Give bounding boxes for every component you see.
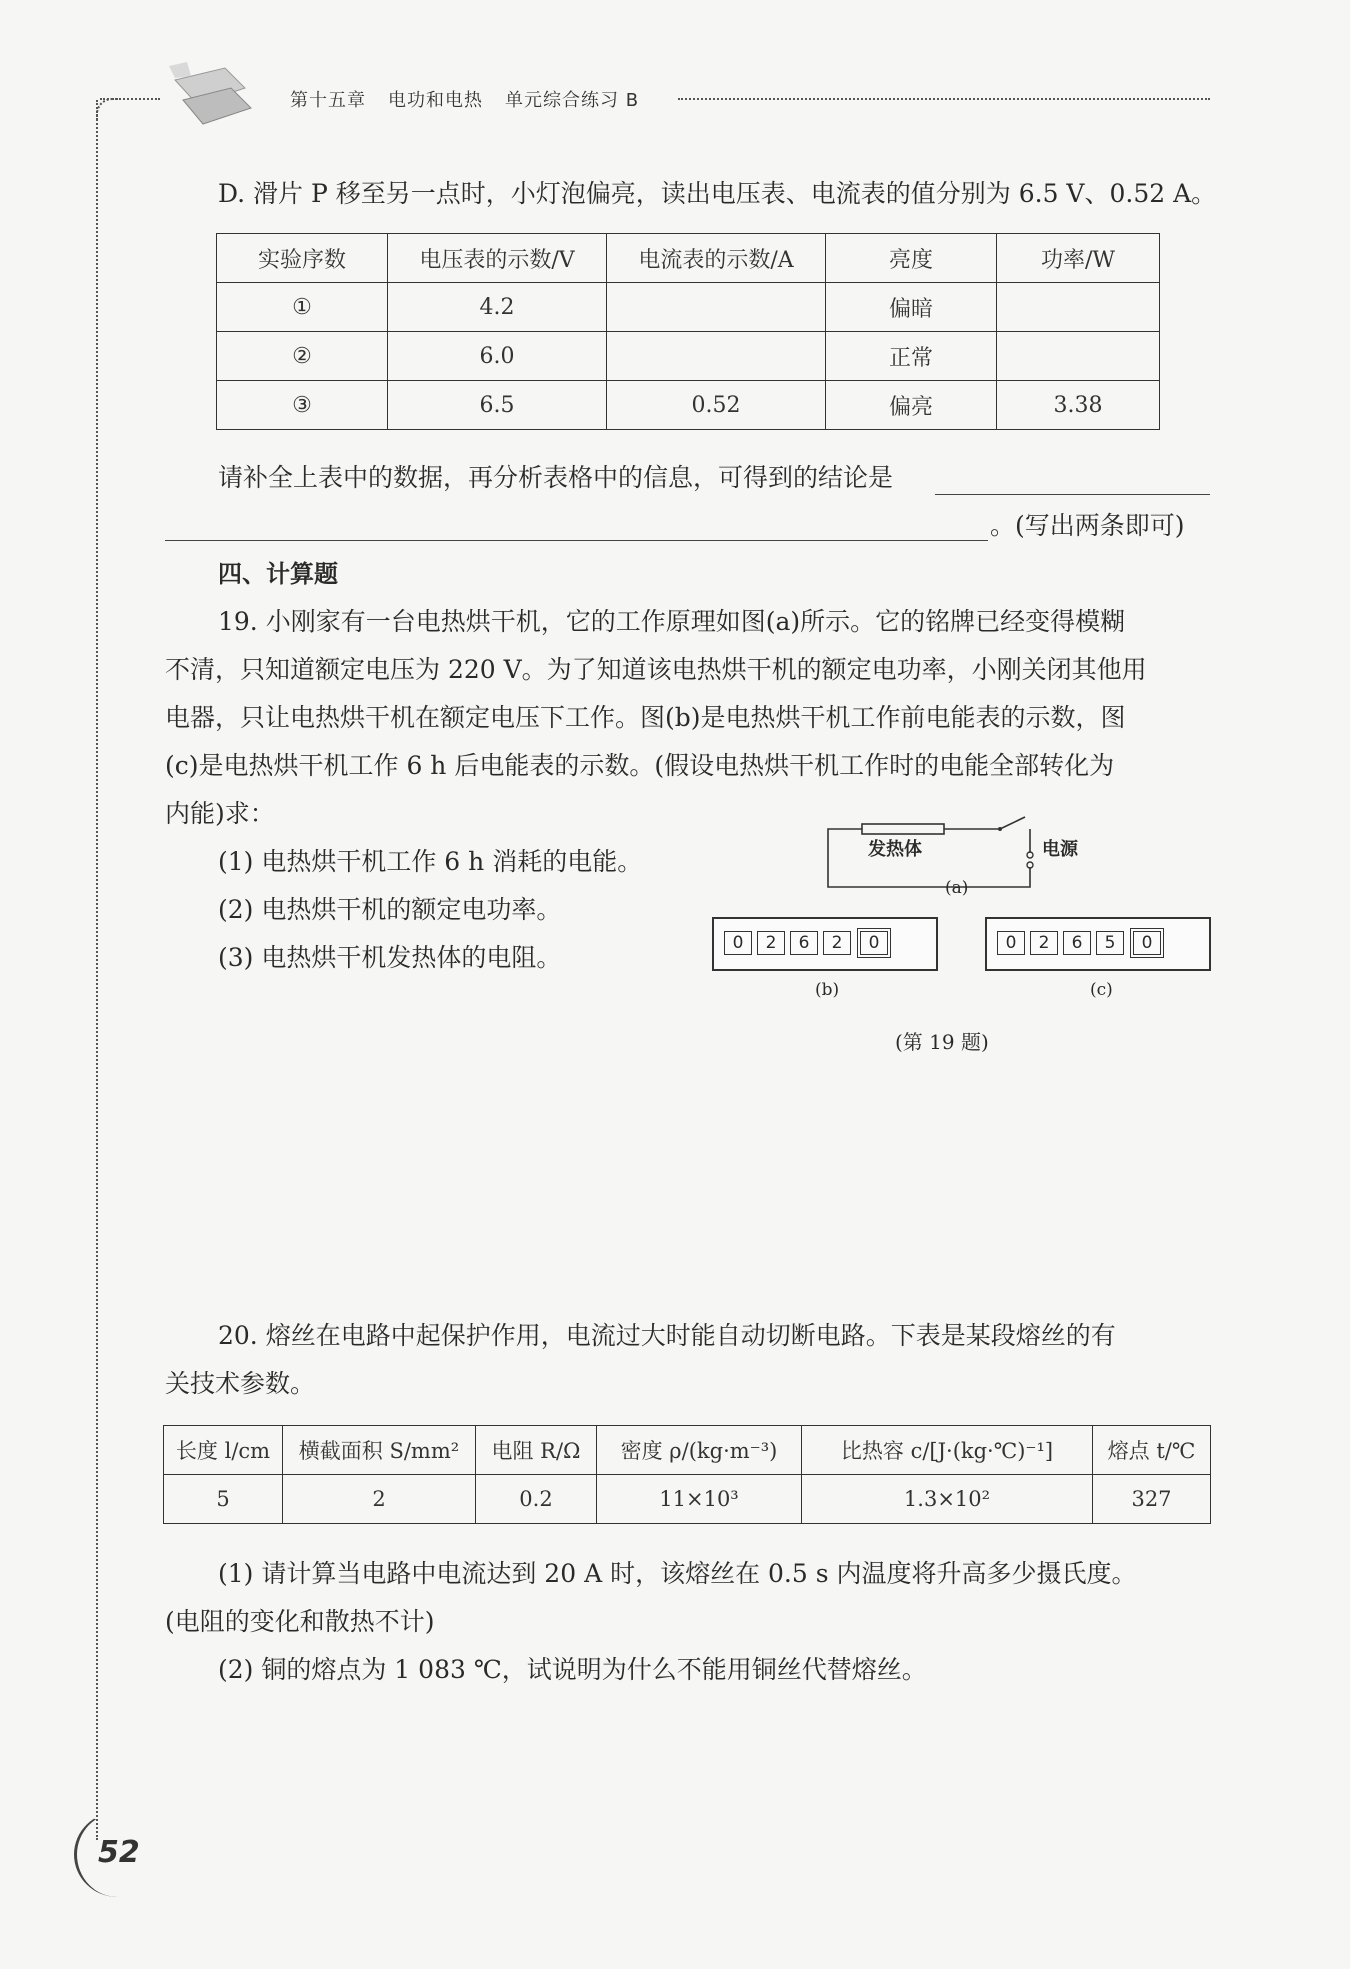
meter-digit: 6 <box>1063 931 1091 955</box>
step-d-text: D. 滑片 P 移至另一点时，小灯泡偏亮，读出电压表、电流表的值分别为 6.5 V、0.52 A。 <box>218 179 1217 208</box>
table-cell <box>607 332 826 381</box>
table-cell: 1.3×10² <box>802 1475 1093 1524</box>
table-cell: ① <box>217 283 388 332</box>
section-title: 四、计算题 <box>218 560 338 588</box>
margin-dotted-rule <box>96 100 98 1840</box>
table-header-cell: 电流表的示数/A <box>607 234 826 283</box>
table-cell <box>997 332 1160 381</box>
table-cell: 0.2 <box>476 1475 597 1524</box>
meter-digit: 0 <box>724 931 752 955</box>
q19-line: 内能)求： <box>165 799 275 828</box>
table-cell: 11×10³ <box>597 1475 802 1524</box>
q20-sub1: (1) 请计算当电路中电流达到 20 A 时，该熔丝在 0.5 s 内温度将升高多少摄氏度。 <box>218 1559 1137 1588</box>
figure-c-caption: (c) <box>1090 980 1113 1000</box>
table-cell: 5 <box>164 1475 283 1524</box>
chapter-logo-icon <box>165 60 255 140</box>
meter-display-b <box>712 917 938 971</box>
heater-label: 发热体 <box>868 839 922 860</box>
q18-prompt: 请补全上表中的数据，再分析表格中的信息，可得到的结论是 <box>218 463 894 492</box>
table-header-cell: 长度 l/cm <box>164 1426 283 1475</box>
table-header-cell: 比热容 c/[J·(kg·℃)⁻¹] <box>802 1426 1093 1475</box>
running-header <box>290 86 661 112</box>
table-cell: ③ <box>217 381 388 430</box>
table-header-cell: 熔点 t/℃ <box>1093 1426 1211 1475</box>
fuse-parameters-table <box>163 1425 1211 1524</box>
table-cell: 2 <box>283 1475 476 1524</box>
table-cell: 偏暗 <box>826 283 997 332</box>
table-cell: ② <box>217 332 388 381</box>
table-header-cell: 电压表的示数/V <box>388 234 607 283</box>
meter-digit: 2 <box>1030 931 1058 955</box>
table-cell: 偏亮 <box>826 381 997 430</box>
margin-dotted-corner <box>96 98 118 120</box>
table-cell <box>607 283 826 332</box>
power-source-label: 电源 <box>1042 839 1078 860</box>
q19-line: (c)是电热烘干机工作 6 h 后电能表的示数。(假设电热烘干机工作时的电能全部转化为 <box>165 751 1115 780</box>
q19-sub3: (3) 电热烘干机发热体的电阻。 <box>218 943 562 972</box>
table-header-row <box>217 234 1160 283</box>
table-cell: 4.2 <box>388 283 607 332</box>
table-header-cell: 功率/W <box>997 234 1160 283</box>
table-cell: 327 <box>1093 1475 1211 1524</box>
table-header-cell: 亮度 <box>826 234 997 283</box>
q18-suffix: 。(写出两条即可) <box>990 511 1185 540</box>
meter-digit: 2 <box>823 931 851 955</box>
meter-digit: 0 <box>860 931 888 955</box>
table-header-cell: 实验序数 <box>217 234 388 283</box>
q19-sub2: (2) 电热烘干机的额定电功率。 <box>218 895 562 924</box>
q19-line: 不清，只知道额定电压为 220 V。为了知道该电热烘干机的额定电功率，小刚关闭其他用 <box>165 655 1147 684</box>
table-cell <box>997 283 1160 332</box>
table-cell: 3.38 <box>997 381 1160 430</box>
q19-line: 19. 小刚家有一台电热烘干机，它的工作原理如图(a)所示。它的铭牌已经变得模糊 <box>218 607 1126 636</box>
meter-digit: 0 <box>997 931 1025 955</box>
table-row <box>164 1475 1211 1524</box>
table-row <box>217 283 1160 332</box>
experiment-table <box>216 233 1160 430</box>
header-title: 电功和电热 <box>388 90 483 111</box>
q19-sub1: (1) 电热烘干机工作 6 h 消耗的电能。 <box>218 847 643 876</box>
header-chapter: 第十五章 <box>290 90 366 111</box>
figure-a-caption: (a) <box>945 878 969 898</box>
table-row <box>217 381 1160 430</box>
meter-digit: 2 <box>757 931 785 955</box>
q20-line: 关技术参数。 <box>165 1369 316 1398</box>
table-header-cell: 电阻 R/Ω <box>476 1426 597 1475</box>
page-number: 52 <box>98 1835 140 1870</box>
q20-sub1-cont: (电阻的变化和散热不计) <box>165 1607 435 1636</box>
meter-digit: 5 <box>1096 931 1124 955</box>
table-cell: 正常 <box>826 332 997 381</box>
header-section: 单元综合练习 B <box>505 90 640 111</box>
meter-digit: 6 <box>790 931 818 955</box>
table-cell: 6.5 <box>388 381 607 430</box>
q19-line: 电器，只让电热烘干机在额定电压下工作。图(b)是电热烘干机工作前电能表的示数，图 <box>165 703 1126 732</box>
table-row <box>217 332 1160 381</box>
table-cell: 0.52 <box>607 381 826 430</box>
q20-sub2: (2) 铜的熔点为 1 083 ℃，试说明为什么不能用铜丝代替熔丝。 <box>218 1655 927 1684</box>
figure-caption: (第 19 题) <box>895 1030 989 1054</box>
table-header-cell: 密度 ρ/(kg·m⁻³) <box>597 1426 802 1475</box>
header-dotted-rule-right <box>678 98 1210 100</box>
figure-b-caption: (b) <box>815 980 840 1000</box>
table-header-row <box>164 1426 1211 1475</box>
answer-line[interactable] <box>935 494 1210 495</box>
table-cell: 6.0 <box>388 332 607 381</box>
answer-line[interactable] <box>165 540 988 541</box>
meter-display-c <box>985 917 1211 971</box>
table-header-cell: 横截面积 S/mm² <box>283 1426 476 1475</box>
meter-digit: 0 <box>1133 931 1161 955</box>
q20-line: 20. 熔丝在电路中起保护作用，电流过大时能自动切断电路。下表是某段熔丝的有 <box>218 1321 1116 1350</box>
